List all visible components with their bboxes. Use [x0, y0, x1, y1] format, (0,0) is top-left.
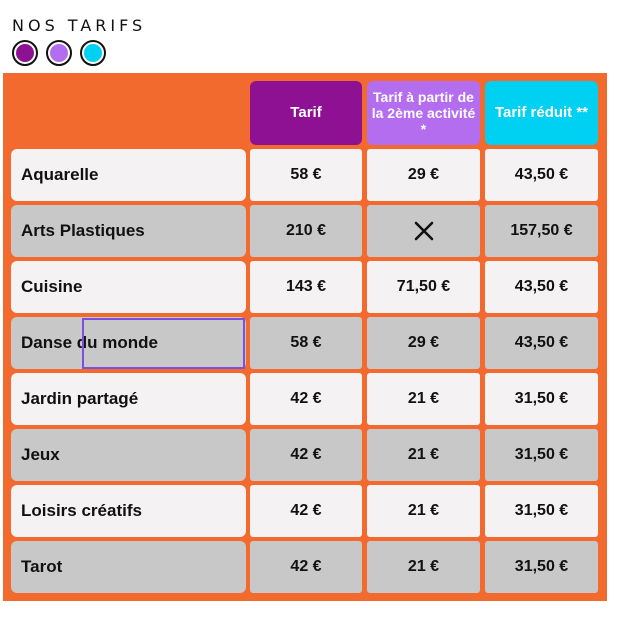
row-tarif[interactable]: 42 € — [250, 373, 362, 425]
row-second[interactable]: 29 € — [367, 317, 480, 369]
table-row — [3, 205, 607, 257]
row-second[interactable]: 71,50 € — [367, 261, 480, 313]
lilac-dot-icon — [46, 40, 72, 66]
row-second[interactable]: 21 € — [367, 485, 480, 537]
row-name[interactable]: Danse du monde — [11, 317, 246, 369]
color-legend — [12, 40, 106, 66]
row-second[interactable] — [367, 205, 480, 257]
table-row — [3, 429, 607, 481]
row-name[interactable]: Cuisine — [11, 261, 246, 313]
header-tarif-reduit: Tarif réduit ** — [485, 81, 598, 145]
row-tarif[interactable]: 58 € — [250, 149, 362, 201]
row-reduit[interactable]: 43,50 € — [485, 261, 598, 313]
row-name[interactable]: Jardin partagé — [11, 373, 246, 425]
row-name[interactable]: Loisirs créatifs — [11, 485, 246, 537]
row-name[interactable]: Tarot — [11, 541, 246, 593]
row-second[interactable]: 21 € — [367, 541, 480, 593]
row-second[interactable]: 21 € — [367, 429, 480, 481]
row-tarif[interactable]: 42 € — [250, 541, 362, 593]
header-tarif: Tarif — [250, 81, 362, 145]
cyan-dot-icon — [80, 40, 106, 66]
row-name[interactable]: Aquarelle — [11, 149, 246, 201]
row-tarif[interactable]: 42 € — [250, 429, 362, 481]
row-reduit[interactable]: 157,50 € — [485, 205, 598, 257]
row-reduit[interactable]: 31,50 € — [485, 485, 598, 537]
row-name[interactable]: Arts Plastiques — [11, 205, 246, 257]
purple-dot-icon — [12, 40, 38, 66]
row-reduit[interactable]: 43,50 € — [485, 317, 598, 369]
table-row — [3, 373, 607, 425]
table-row — [3, 485, 607, 537]
page-title: NOS TARIFS — [12, 16, 147, 35]
table-row — [3, 317, 607, 369]
row-reduit[interactable]: 31,50 € — [485, 373, 598, 425]
cross-icon — [413, 220, 435, 242]
row-second[interactable]: 21 € — [367, 373, 480, 425]
header-tarif-second-activity: Tarif à partir de la 2ème activité * — [367, 81, 480, 145]
row-reduit[interactable]: 31,50 € — [485, 429, 598, 481]
table-row — [3, 541, 607, 593]
row-reduit[interactable]: 43,50 € — [485, 149, 598, 201]
row-tarif[interactable]: 58 € — [250, 317, 362, 369]
pricing-table — [3, 73, 607, 601]
row-name[interactable]: Jeux — [11, 429, 246, 481]
row-reduit[interactable]: 31,50 € — [485, 541, 598, 593]
table-row — [3, 149, 607, 201]
row-second[interactable]: 29 € — [367, 149, 480, 201]
row-tarif[interactable]: 42 € — [250, 485, 362, 537]
row-tarif[interactable]: 143 € — [250, 261, 362, 313]
table-row — [3, 261, 607, 313]
row-tarif[interactable]: 210 € — [250, 205, 362, 257]
